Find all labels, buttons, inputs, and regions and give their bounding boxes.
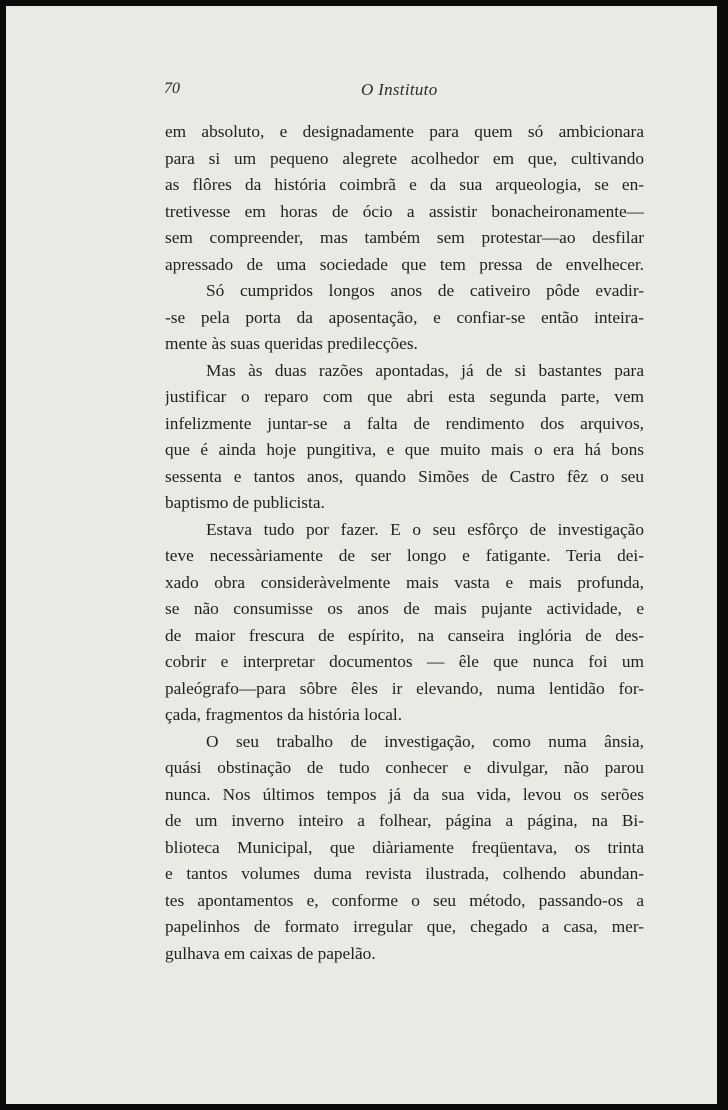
text-line: em absoluto, e designadamente para quem só ambicionara [165,122,644,141]
paragraph [165,358,644,517]
text-line: teve necessàriamente de ser longo e fatigante. Teria dei- [165,546,644,565]
text-line: paleógrafo—para sôbre êles ir elevando, numa lentidão for- [165,678,644,698]
page-number: 70 [164,80,180,97]
text-line: Estava tudo por fazer. E o seu esfôrço de investigação [206,519,644,539]
running-title: O Instituto [361,80,438,99]
text-line: tes apontamentos e, conforme o seu método, passando-os a [165,890,644,910]
text-line: sem compreender, mas também sem protestar—ao desfilar [165,228,644,247]
text-line: tretivesse em horas de ócio a assistir bonacheironamente— [165,201,644,221]
paragraph [165,278,644,358]
text-line: nunca. Nos últimos tempos já da sua vida, levou os serões [165,784,644,804]
text-line: Só cumpridos longos anos de cativeiro pôde evadir- [206,281,644,300]
text-line: papelinhos de formato irregular que, chegado a casa, mer- [165,917,644,936]
paragraph [165,729,644,968]
text-line: -se pela porta da aposentação, e confiar-se então inteira- [165,307,644,327]
text-line: gulhava em caixas de papelão. [165,943,376,963]
body-text [165,119,644,967]
text-line: xado obra consideràvelmente mais vasta e mais profunda, [165,572,644,592]
text-line: para si um pequeno alegrete acolhedor em que, cultivando [165,148,644,168]
text-line: que é ainda hoje pungitiva, e que muito mais o era há bons [165,440,644,459]
text-line: Mas às duas razões apontadas, já de si bastantes para [206,360,644,380]
text-line: baptismo de publicista. [165,493,325,512]
text-line: çada, fragmentos da história local. [165,705,403,724]
paragraph [165,517,644,729]
text-line: sessenta e tantos anos, quando Simões de Castro fêz o seu [165,466,644,486]
text-line: de um inverno inteiro a folhear, página a página, na Bi- [165,811,644,830]
paragraph [165,119,644,278]
text-line: se não consumisse os anos de mais pujante actividade, e [165,599,644,618]
text-line: justificar o reparo com que abri esta segunda parte, vem [165,387,644,406]
page-header [164,76,644,102]
text-line: quási obstinação de tudo conhecer e divulgar, não parou [165,758,644,777]
text-line: apressado de uma sociedade que tem pressa de envelhecer. [165,254,644,274]
text-line: e tantos volumes duma revista ilustrada, colhendo abundan- [165,864,644,883]
text-line: cobrir e interpretar documentos — êle que nunca foi um [165,652,644,671]
text-line: de maior frescura de espírito, na canseira inglória de des- [165,625,644,645]
text-line: mente às suas queridas predilecções. [165,334,418,353]
text-line: as flôres da história coimbrã e da sua arqueologia, se en- [165,175,644,194]
text-line: blioteca Municipal, que diàriamente freqüentava, os trinta [165,837,644,857]
text-line: O seu trabalho de investigação, como numa ânsia, [206,731,644,751]
book-page [6,6,717,1104]
text-line: infelizmente juntar-se a falta de rendimento dos arquivos, [165,413,644,433]
